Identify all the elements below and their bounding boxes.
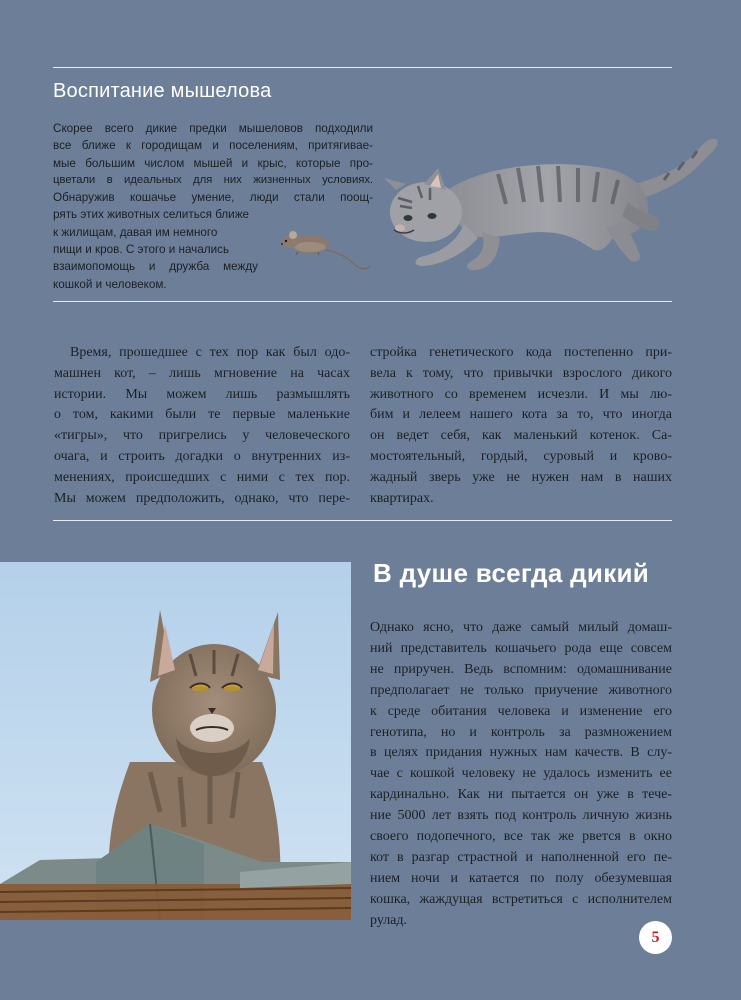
section-rule	[53, 520, 672, 521]
body-column-left	[54, 343, 350, 509]
intro-line: пищи и кров. С этого и начались	[53, 243, 230, 257]
intro-line: рять этих животных селиться ближе	[53, 208, 250, 222]
body-line: мостоятельный, гордый, суровый и крово-	[370, 448, 672, 464]
body-line: Время, прошедшее с тех пор как был одо-	[70, 345, 350, 360]
body-line: стройка генетического кода постепенно при-	[370, 345, 672, 360]
body-line: истории. Мы можем лишь размышлять	[54, 386, 350, 402]
section-title-always-wild: В душе всегда дикий	[373, 558, 650, 588]
intro-line: цветали в идеальных для них жизненных условиях.	[53, 173, 373, 186]
body-line: кардинально. Как ни пытается он уже в тече-	[370, 787, 672, 803]
intro-line: все ближе к городищам и поселениям, притягивае-	[53, 139, 373, 153]
body-line: своего подопечного, все так же рвется в окно	[370, 829, 672, 845]
body-line: менениях, происшедших с ними с тех пор.	[54, 469, 350, 485]
body-line: кошка, жаждущая встретиться с исполнителем	[370, 891, 672, 907]
body-line: животного со временем исчезли. И мы лю-	[370, 386, 672, 402]
intro-line: кошкой и человеком.	[53, 277, 167, 291]
body-line: в целях придания нужных нам качеств. В слу-	[370, 745, 672, 761]
body-line: Мы можем предположить, однако, что пере-	[54, 490, 350, 506]
cat-on-roof-photo	[0, 562, 351, 920]
body-line: к среде обитания человека и изменение его	[370, 703, 672, 719]
body-column-wild	[370, 618, 672, 932]
intro-line: Обнаружив кошачье умение, люди стали поощ-	[53, 191, 373, 205]
middle-rule	[53, 301, 672, 302]
page-number: 5	[639, 921, 672, 954]
body-column-right	[370, 343, 672, 509]
body-line: о том, какими были те первые маленькие	[54, 407, 350, 423]
body-line: бим и лелеем нашего кота за то, что иногда	[370, 407, 672, 423]
body-line: он ведет себя, как маленький котенок. Са-	[370, 428, 672, 444]
body-line: Однако ясно, что даже самый милый домаш-	[370, 620, 672, 635]
body-line: очага, и строить догадки о внутренних из-	[54, 448, 350, 464]
intro-line: к жилищам, давая им немного	[53, 225, 218, 239]
intro-line: взаимопомощь и дружба между	[53, 260, 258, 274]
section-title-mouse-catcher: Воспитание мышелова	[53, 80, 272, 102]
body-line: машнен кот, – лишь мгновение на часах	[54, 365, 350, 381]
body-line: кот в разгар страстной и наполненной его пе-	[370, 849, 672, 865]
intro-line: Скорее всего дикие предки мышеловов подходили	[53, 122, 373, 135]
body-line: ний представитель кошачьего рода еще совсем	[370, 640, 672, 656]
kitten-image	[378, 128, 723, 273]
body-line: предполагает не только приучение животного	[370, 682, 672, 698]
body-line: «тигры», что пригрелись у человеческого	[54, 428, 350, 444]
body-line: жадный зверь уже не нужен нам в наших	[370, 469, 672, 485]
body-line: вела к тому, что привычки взрослого дикого	[370, 365, 672, 381]
top-rule	[53, 67, 672, 68]
body-line: ние 5000 лет взять под контроль личную жизнь	[370, 808, 672, 824]
body-line: не приручен. Ведь вспомним: одомашнивание	[370, 661, 672, 677]
body-line: чае с кошкой человеку не удалось изменить ее	[370, 766, 672, 782]
body-line: рулад.	[370, 912, 408, 928]
mouse-image	[278, 226, 374, 274]
intro-line: мые большим числом мышей и крыс, которые про-	[53, 156, 373, 170]
body-line: квартирах.	[370, 490, 434, 506]
body-line: генотипа, но и контроль за размножением	[370, 724, 672, 740]
body-line: нием ночи и катается по полу обезумевшая	[370, 870, 672, 886]
